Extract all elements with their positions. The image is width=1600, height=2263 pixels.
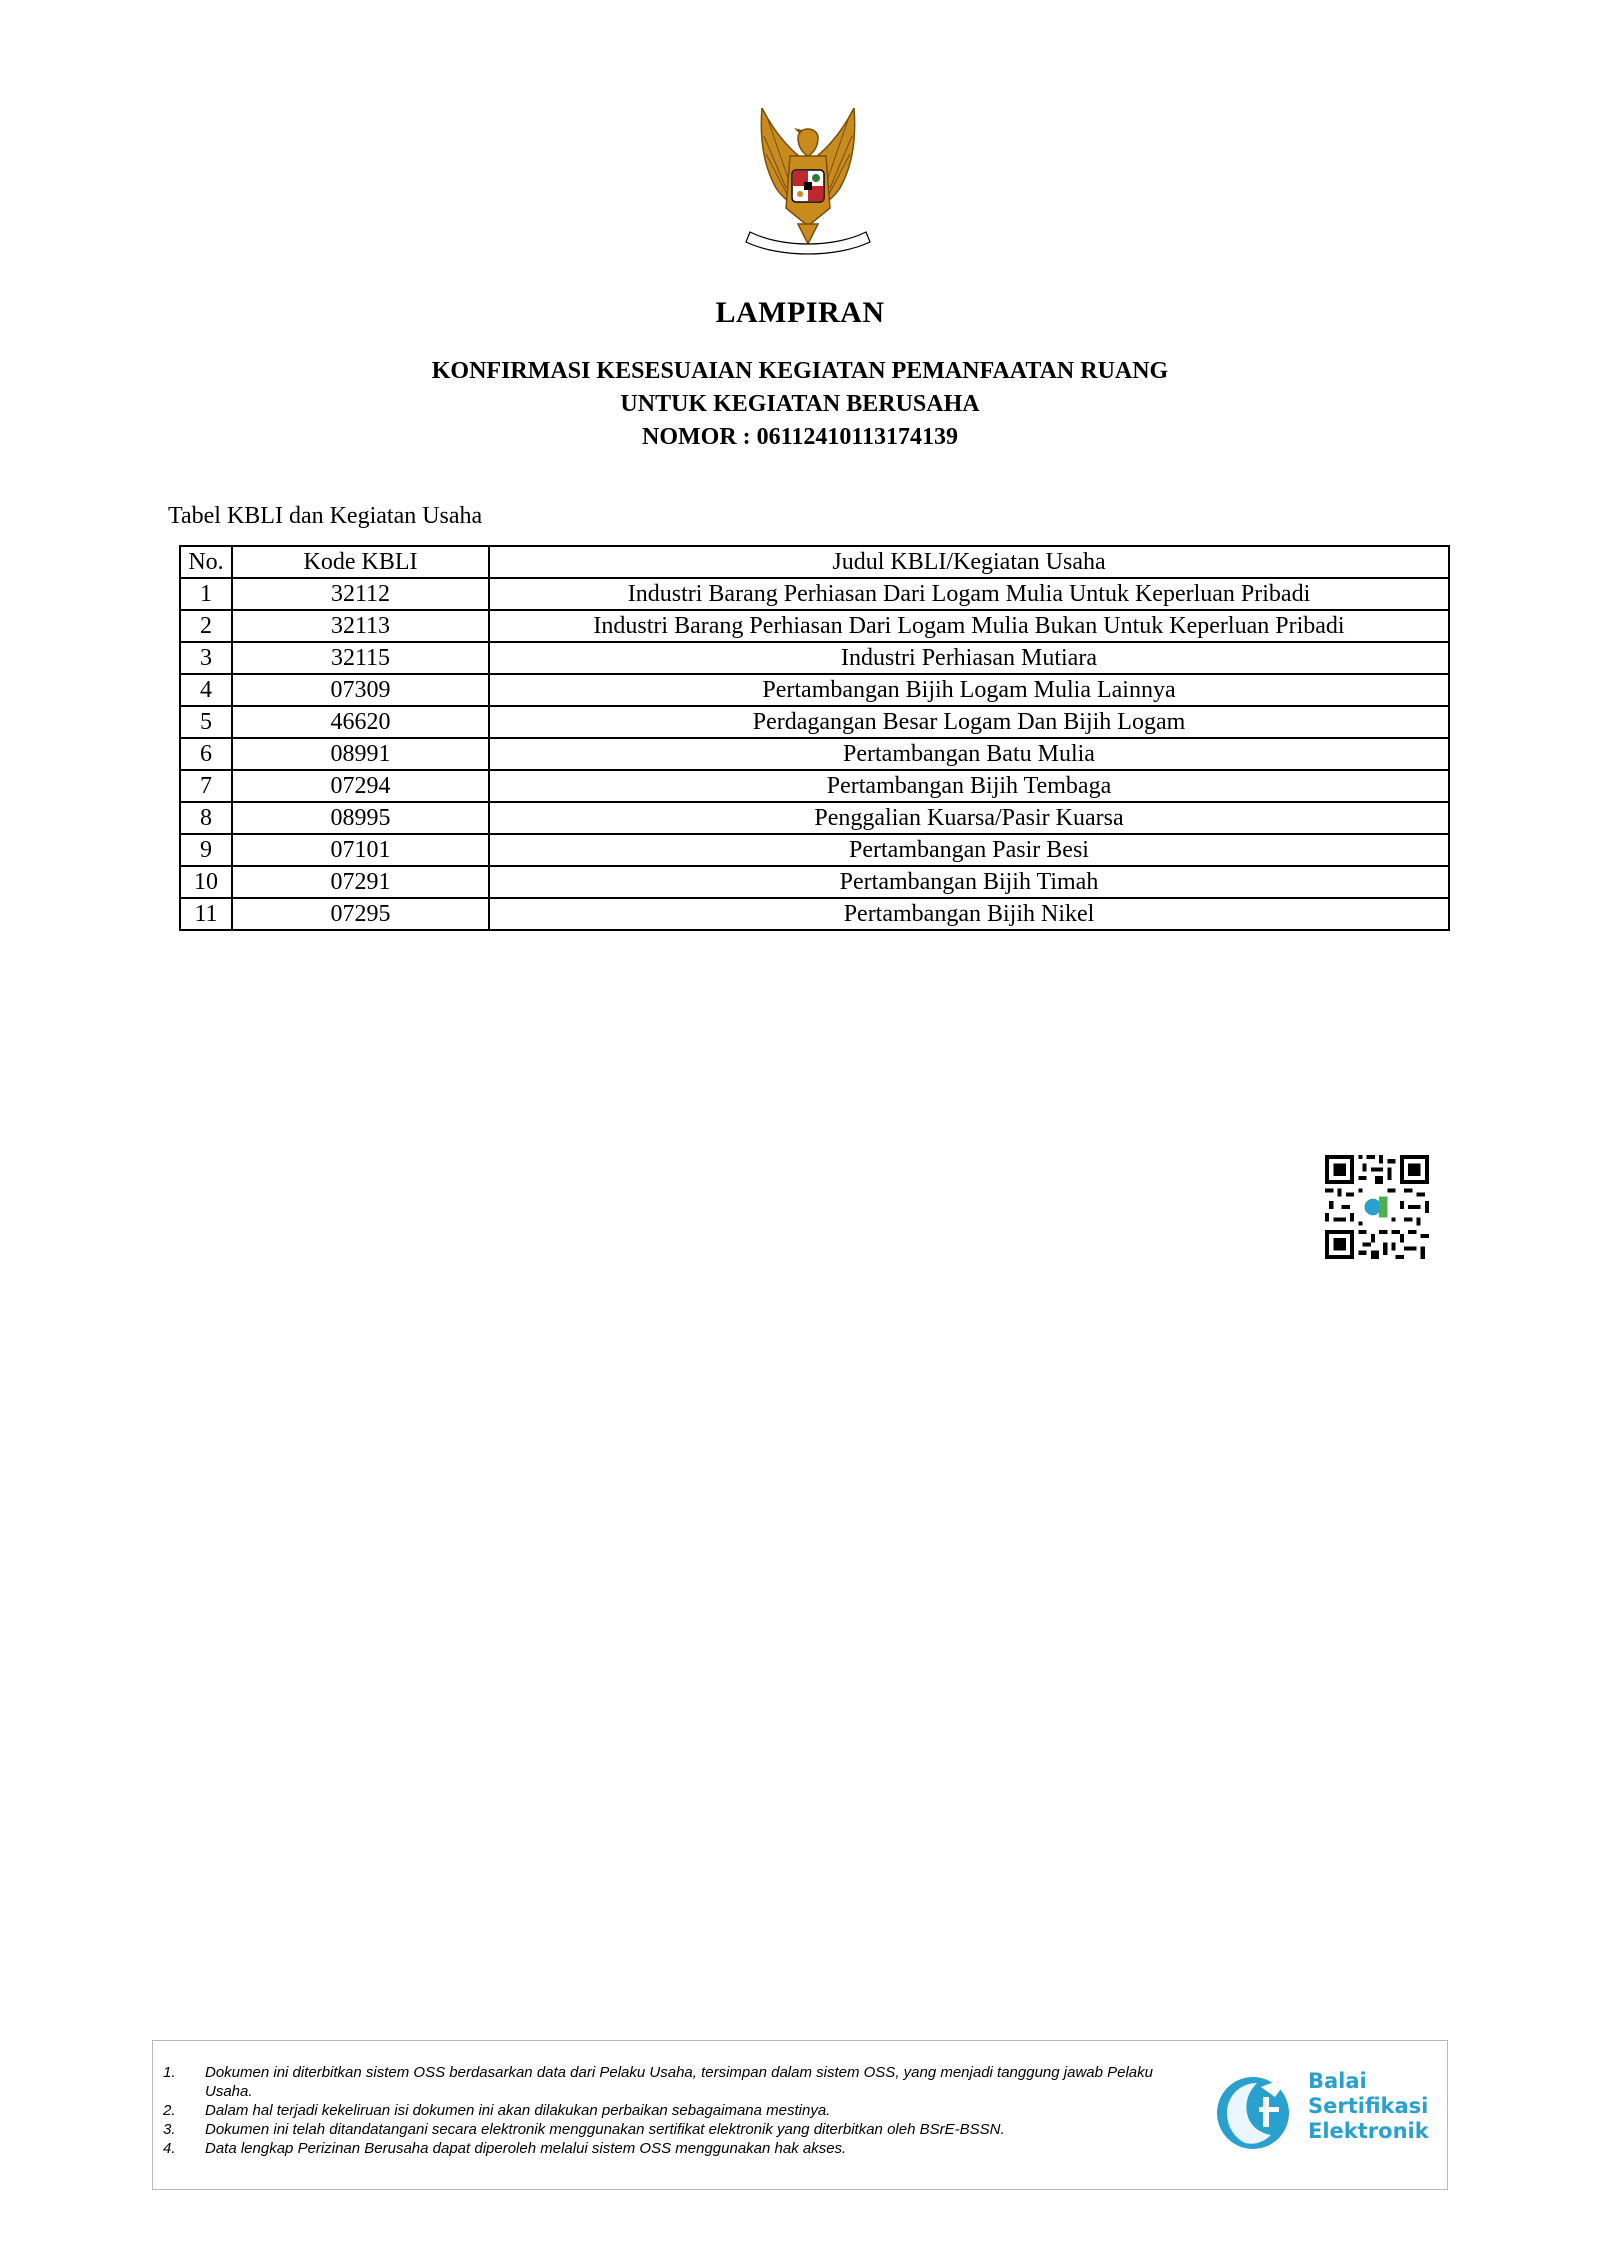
row-title: Industri Barang Perhiasan Dari Logam Mulia Bukan Untuk Keperluan Pribadi: [489, 610, 1449, 642]
row-code: 08995: [232, 802, 489, 834]
footer-note: [163, 2139, 1183, 2158]
row-no: 2: [180, 610, 232, 642]
table-row: [180, 706, 1449, 738]
row-code: 46620: [232, 706, 489, 738]
table-row: [180, 866, 1449, 898]
row-title: Pertambangan Bijih Tembaga: [489, 770, 1449, 802]
table-row: [180, 834, 1449, 866]
bsre-logo-text-line: Elektronik: [1308, 2119, 1429, 2143]
bsre-logo-text-line: Balai: [1308, 2069, 1367, 2093]
footer-note: [163, 2101, 1183, 2120]
header-kode-kbli: Kode KBLI: [232, 546, 489, 578]
row-code: 07291: [232, 866, 489, 898]
table-row: [180, 610, 1449, 642]
table-caption: Tabel KBLI dan Kegiatan Usaha: [168, 503, 483, 529]
row-code: 07294: [232, 770, 489, 802]
row-title: Pertambangan Pasir Besi: [489, 834, 1449, 866]
document-number: NOMOR : 06112410113174139: [642, 424, 958, 450]
row-code: 32115: [232, 642, 489, 674]
row-no: 1: [180, 578, 232, 610]
footer-note-number: 3.: [163, 2121, 176, 2138]
row-no: 5: [180, 706, 232, 738]
row-no: 8: [180, 802, 232, 834]
row-code: 32112: [232, 578, 489, 610]
footer-note-number: 2.: [163, 2102, 176, 2119]
bsre-logo-text-line: Sertifikasi: [1308, 2094, 1429, 2118]
row-title: Perdagangan Besar Logam Dan Bijih Logam: [489, 706, 1449, 738]
row-title: Penggalian Kuarsa/Pasir Kuarsa: [489, 802, 1449, 834]
row-no: 3: [180, 642, 232, 674]
table-header-row: [180, 546, 1449, 578]
row-title: Industri Barang Perhiasan Dari Logam Mulia Untuk Keperluan Pribadi: [489, 578, 1449, 610]
footer-note-number: 1.: [163, 2064, 176, 2081]
footer-note: [163, 2063, 1183, 2101]
footer-notes-box: [152, 2040, 1448, 2190]
footer-note-text: Dalam hal terjadi kekeliruan isi dokumen ini akan dilakukan perbaikan sebagaimana mestinya.: [205, 2102, 831, 2119]
row-title: Pertambangan Batu Mulia: [489, 738, 1449, 770]
row-code: 07101: [232, 834, 489, 866]
document-subtitle-line-2: UNTUK KEGIATAN BERUSAHA: [620, 391, 980, 417]
row-no: 9: [180, 834, 232, 866]
row-code: 08991: [232, 738, 489, 770]
bsre-logo-icon: [1213, 2067, 1299, 2153]
footer-notes-list: [163, 2063, 1183, 2158]
row-code: 07295: [232, 898, 489, 930]
row-code: 07309: [232, 674, 489, 706]
garuda-pancasila-emblem-icon: [732, 108, 884, 260]
bsre-logo-text: [1308, 2069, 1429, 2144]
qr-code-icon: [1325, 1155, 1429, 1259]
table-row: [180, 642, 1449, 674]
footer-note-text: Dokumen ini telah ditandatangani secara elektronik menggunakan sertifikat elektronik yang diterbitkan oleh BSrE-BSSN.: [205, 2121, 1005, 2138]
footer-note-number: 4.: [163, 2140, 176, 2157]
footer-note-text: Dokumen ini diterbitkan sistem OSS berdasarkan data dari Pelaku Usaha, tersimpan dalam sistem OSS, yang menjadi tanggung jawab Pelaku Usaha.: [205, 2064, 1153, 2100]
row-title: Pertambangan Bijih Nikel: [489, 898, 1449, 930]
row-no: 11: [180, 898, 232, 930]
row-code: 32113: [232, 610, 489, 642]
row-title: Pertambangan Bijih Logam Mulia Lainnya: [489, 674, 1449, 706]
document-title: LAMPIRAN: [715, 296, 885, 329]
table-row: [180, 578, 1449, 610]
kbli-table: [179, 545, 1450, 931]
row-no: 10: [180, 866, 232, 898]
table-row: [180, 802, 1449, 834]
document-subtitle-line-1: KONFIRMASI KESESUAIAN KEGIATAN PEMANFAATAN RUANG: [431, 358, 1169, 384]
header-judul-kbli: Judul KBLI/Kegiatan Usaha: [489, 546, 1449, 578]
table-row: [180, 770, 1449, 802]
footer-note-text: Data lengkap Perizinan Berusaha dapat diperoleh melalui sistem OSS menggunakan hak akses.: [205, 2140, 847, 2157]
row-no: 4: [180, 674, 232, 706]
row-title: Industri Perhiasan Mutiara: [489, 642, 1449, 674]
table-row: [180, 674, 1449, 706]
row-no: 6: [180, 738, 232, 770]
header-no: No.: [180, 546, 232, 578]
footer-note: [163, 2120, 1183, 2139]
row-title: Pertambangan Bijih Timah: [489, 866, 1449, 898]
table-row: [180, 738, 1449, 770]
table-row: [180, 898, 1449, 930]
row-no: 7: [180, 770, 232, 802]
